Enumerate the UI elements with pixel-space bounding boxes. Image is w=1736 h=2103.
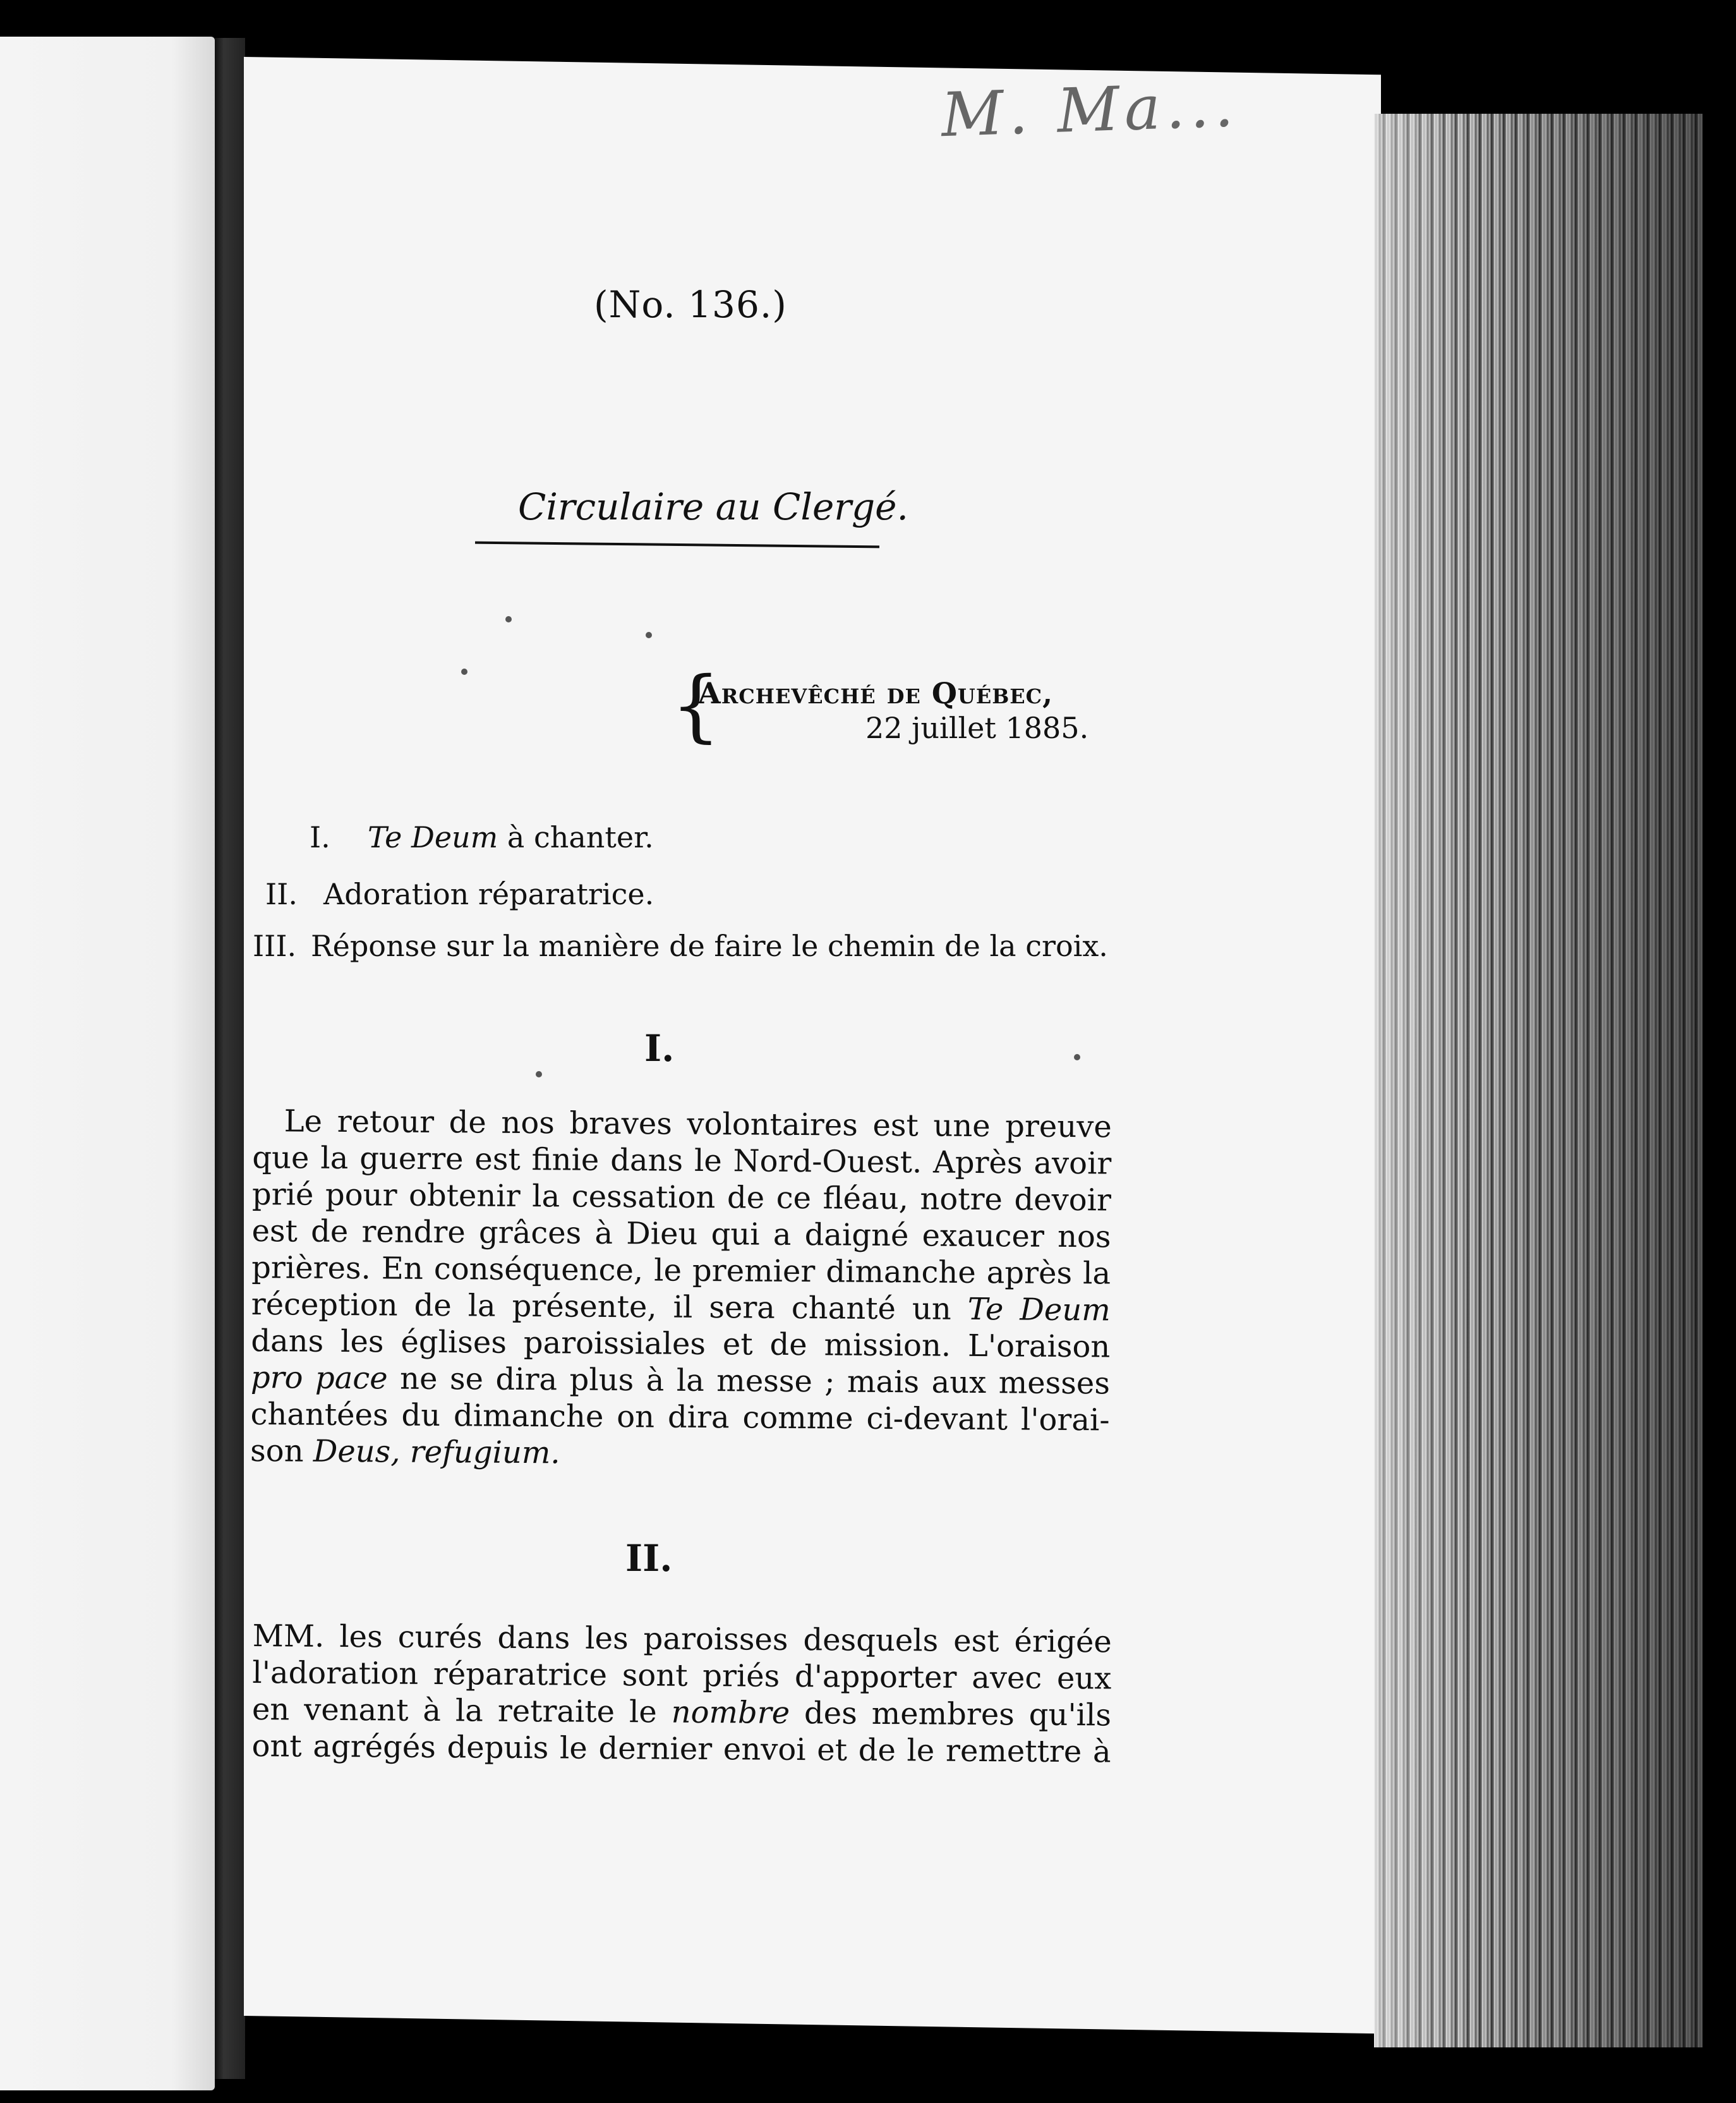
handwritten-note: M. Ma... [940, 69, 1240, 151]
paragraph-line: prières. En conséquence, le premier dimanche après la [251, 1249, 1111, 1292]
paragraph-line: est de rendre grâces à Dieu qui a daigné exaucer nos [251, 1213, 1111, 1255]
ink-speck [461, 669, 467, 675]
paragraph-line: Le retour de nos braves volontaires est une preuve [284, 1103, 1112, 1145]
italic-nombre: nombre [671, 1694, 790, 1731]
paragraph-line: prié pour obtenir la cessation de ce fléau, notre devoir [251, 1176, 1112, 1218]
summary-text: à chanter. [498, 820, 654, 854]
paragraph-line [252, 1691, 1111, 1733]
italic-deus-refugium: Deus, refugium. [313, 1433, 560, 1471]
line-text: en venant à la retraite le [251, 1691, 657, 1730]
page-edges-shadow [1374, 114, 1703, 2047]
date-line: 22 juillet 1885. [865, 711, 1089, 745]
italic-te-deum: Te Deum [967, 1291, 1111, 1328]
ink-speck [1074, 1054, 1080, 1060]
paragraph-line [250, 1433, 1109, 1475]
line-text: réception de la présente, il sera chanté un [251, 1286, 951, 1327]
summary-numeral: III. [253, 929, 297, 963]
circular-number: (No. 136.) [594, 283, 787, 326]
book-gutter [215, 38, 245, 2079]
facing-page [0, 37, 215, 2090]
ink-speck [536, 1071, 542, 1077]
paragraph-line [251, 1286, 1111, 1328]
section-heading: II. [625, 1537, 673, 1580]
place-line: Archevêché de Québec, [698, 676, 1054, 710]
summary-text: Réponse sur la manière de faire le chemin de la croix. [311, 929, 1108, 963]
ink-speck [646, 632, 652, 638]
paragraph-line: ont agrégés depuis le dernier envoi et de le remettre à [251, 1728, 1111, 1770]
paragraph-line: l'adoration réparatrice sont priés d'apporter avec eux [252, 1654, 1112, 1697]
section-2-paragraph [251, 1618, 1112, 1770]
summary-item [310, 820, 654, 854]
summary-item [265, 877, 654, 911]
summary-numeral: I. [310, 820, 330, 854]
line-text: son [250, 1433, 304, 1469]
paragraph-line: chantées du dimanche on dira comme ci-devant l'orai- [250, 1396, 1110, 1438]
line-text: des membres qu'ils [804, 1695, 1112, 1733]
paragraph-line [251, 1359, 1110, 1402]
summary-italic: Te Deum [368, 820, 498, 854]
section-1-paragraph [250, 1103, 1112, 1475]
italic-pro-pace: pro pace [250, 1359, 388, 1397]
paragraph-line: que la guerre est finie dans le Nord-Ouest. Après avoir [252, 1139, 1112, 1182]
circular-title: Circulaire au Clergé. [518, 485, 908, 528]
brace-icon: { [671, 660, 721, 751]
summary-numeral: II. [265, 877, 298, 911]
summary-text: Adoration réparatrice. [323, 877, 654, 911]
section-heading: I. [644, 1027, 675, 1070]
summary-item [253, 929, 1108, 963]
line-text: ne se dira plus à la messe ; mais aux messes [399, 1361, 1111, 1402]
paragraph-line: MM. les curés dans les paroisses desquels est érigée [252, 1618, 1112, 1660]
ink-speck [505, 616, 512, 622]
paragraph-line: dans les églises paroissiales et de mission. L'oraison [251, 1323, 1111, 1365]
